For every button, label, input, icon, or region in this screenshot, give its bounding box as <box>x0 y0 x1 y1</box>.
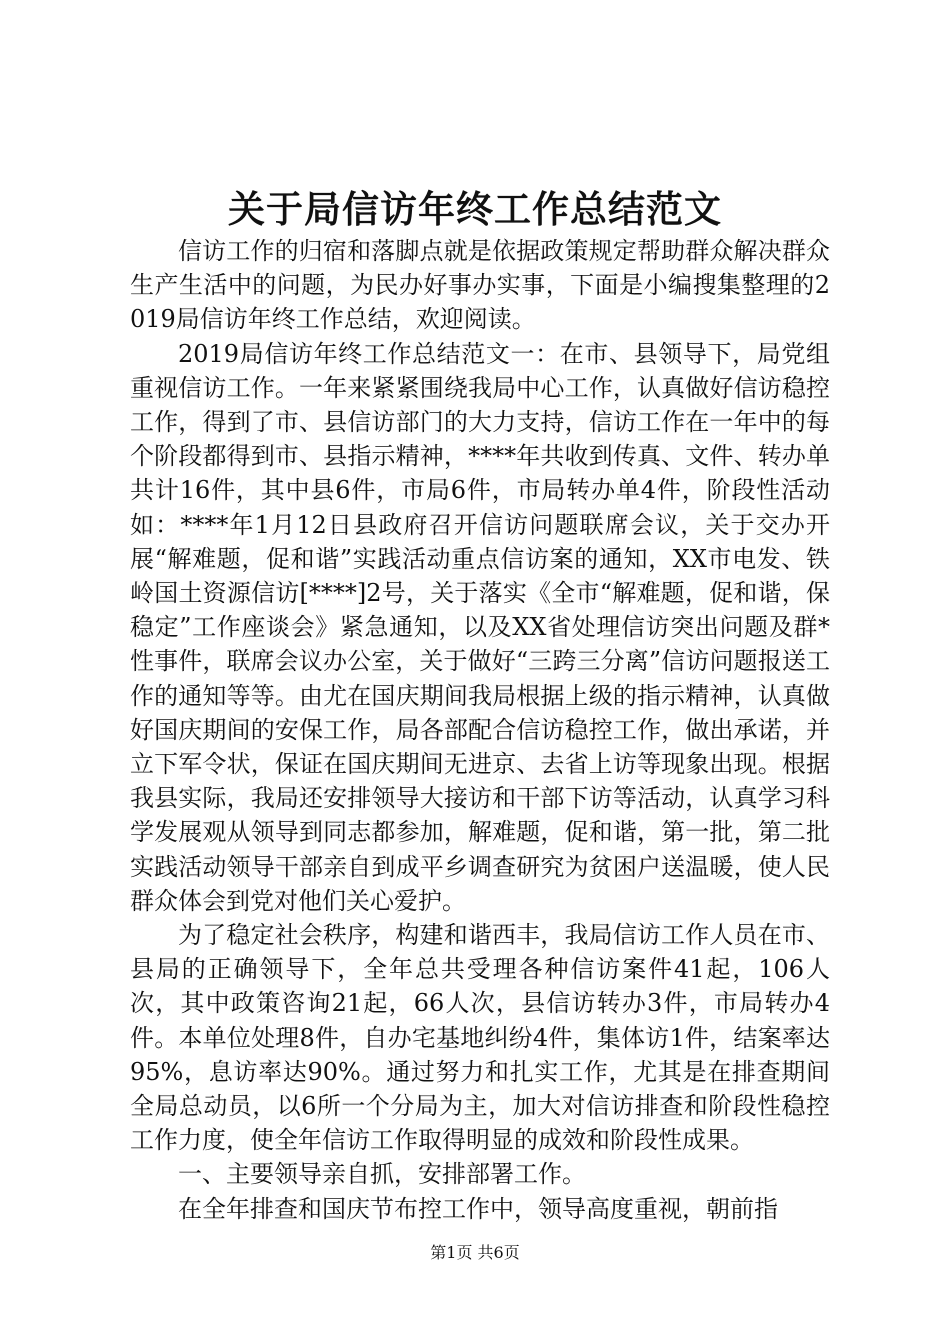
document-body <box>130 234 830 1226</box>
page-number-footer: 第1页 共6页 <box>430 1243 520 1262</box>
paragraph-section-one: 在全年排查和国庆节布控工作中，领导高度重视，朝前指 <box>178 1194 778 1223</box>
document-title: 关于局信访年终工作总结范文 <box>228 187 722 231</box>
paragraph-sample-one: 2019局信访年终工作总结范文一：在市、县领导下，局党组重视信访工作。一年来紧紧围绕我局中心工作，认真做好信访稳控工作，得到了市、县信访部门的大力支持，信访工作在一年中的每个阶段都得到市、县指示精神，****年共收到传真、文件、转办单共计16件，其中县6件，市局6件，市局转办单4件，阶段性活动如：****年1月12日县政府召开信访问题联席会议，关于交办开展“解难题，促和谐”实践活动重点信访案的通知，XX市电发、铁岭国土资源信访[****]2号，关于落实《全市“解难题，促和谐，保稳定”工作座谈会》紧急通知，以及XX省处理信访突出问题及群*性事件，联席会议办公室，关于做好“三跨三分离”信访问题报送工作的通知等等。由尤在国庆期间我局根据上级的指示精神，认真做好国庆期间的安保工作，局各部配合信访稳控工作，做出承诺，并立下军令状，保证在国庆期间无进京、去省上访等现象出现。根据我县实际，我局还安排领导大接访和干部下访等活动，认真学习科学发展观从领导到同志都参加，解难题，促和谐，第一批，第二批实践活动领导干部亲自到成平乡调查研究为贫困户送温暖，使人民群众体会到党对他们关心爱护。 <box>130 339 830 915</box>
section-heading-one: 一、主要领导亲自抓，安排部署工作。 <box>178 1160 586 1189</box>
paragraph-intro: 信访工作的归宿和落脚点就是依据政策规定帮助群众解决群众生产生活中的问题，为民办好事办实事，下面是小编搜集整理的2019局信访年终工作总结，欢迎阅读。 <box>130 237 830 334</box>
paragraph-statistics: 为了稳定社会秩序，构建和谐西丰，我局信访工作人员在市、县局的正确领导下，全年总共受理各种信访案件41起，106人次，其中政策咨询21起，66人次，县信访转办3件，市局转办4件。本单位处理8件，自办宅基地纠纷4件，集体访1件，结案率达95%，息访率达90%。通过努力和扎实工作，尤其是在排查期间全局总动员，以6所一个分局为主，加大对信访排查和阶段性稳控工作力度，使全年信访工作取得明显的成效和阶段性成果。 <box>130 921 830 1155</box>
